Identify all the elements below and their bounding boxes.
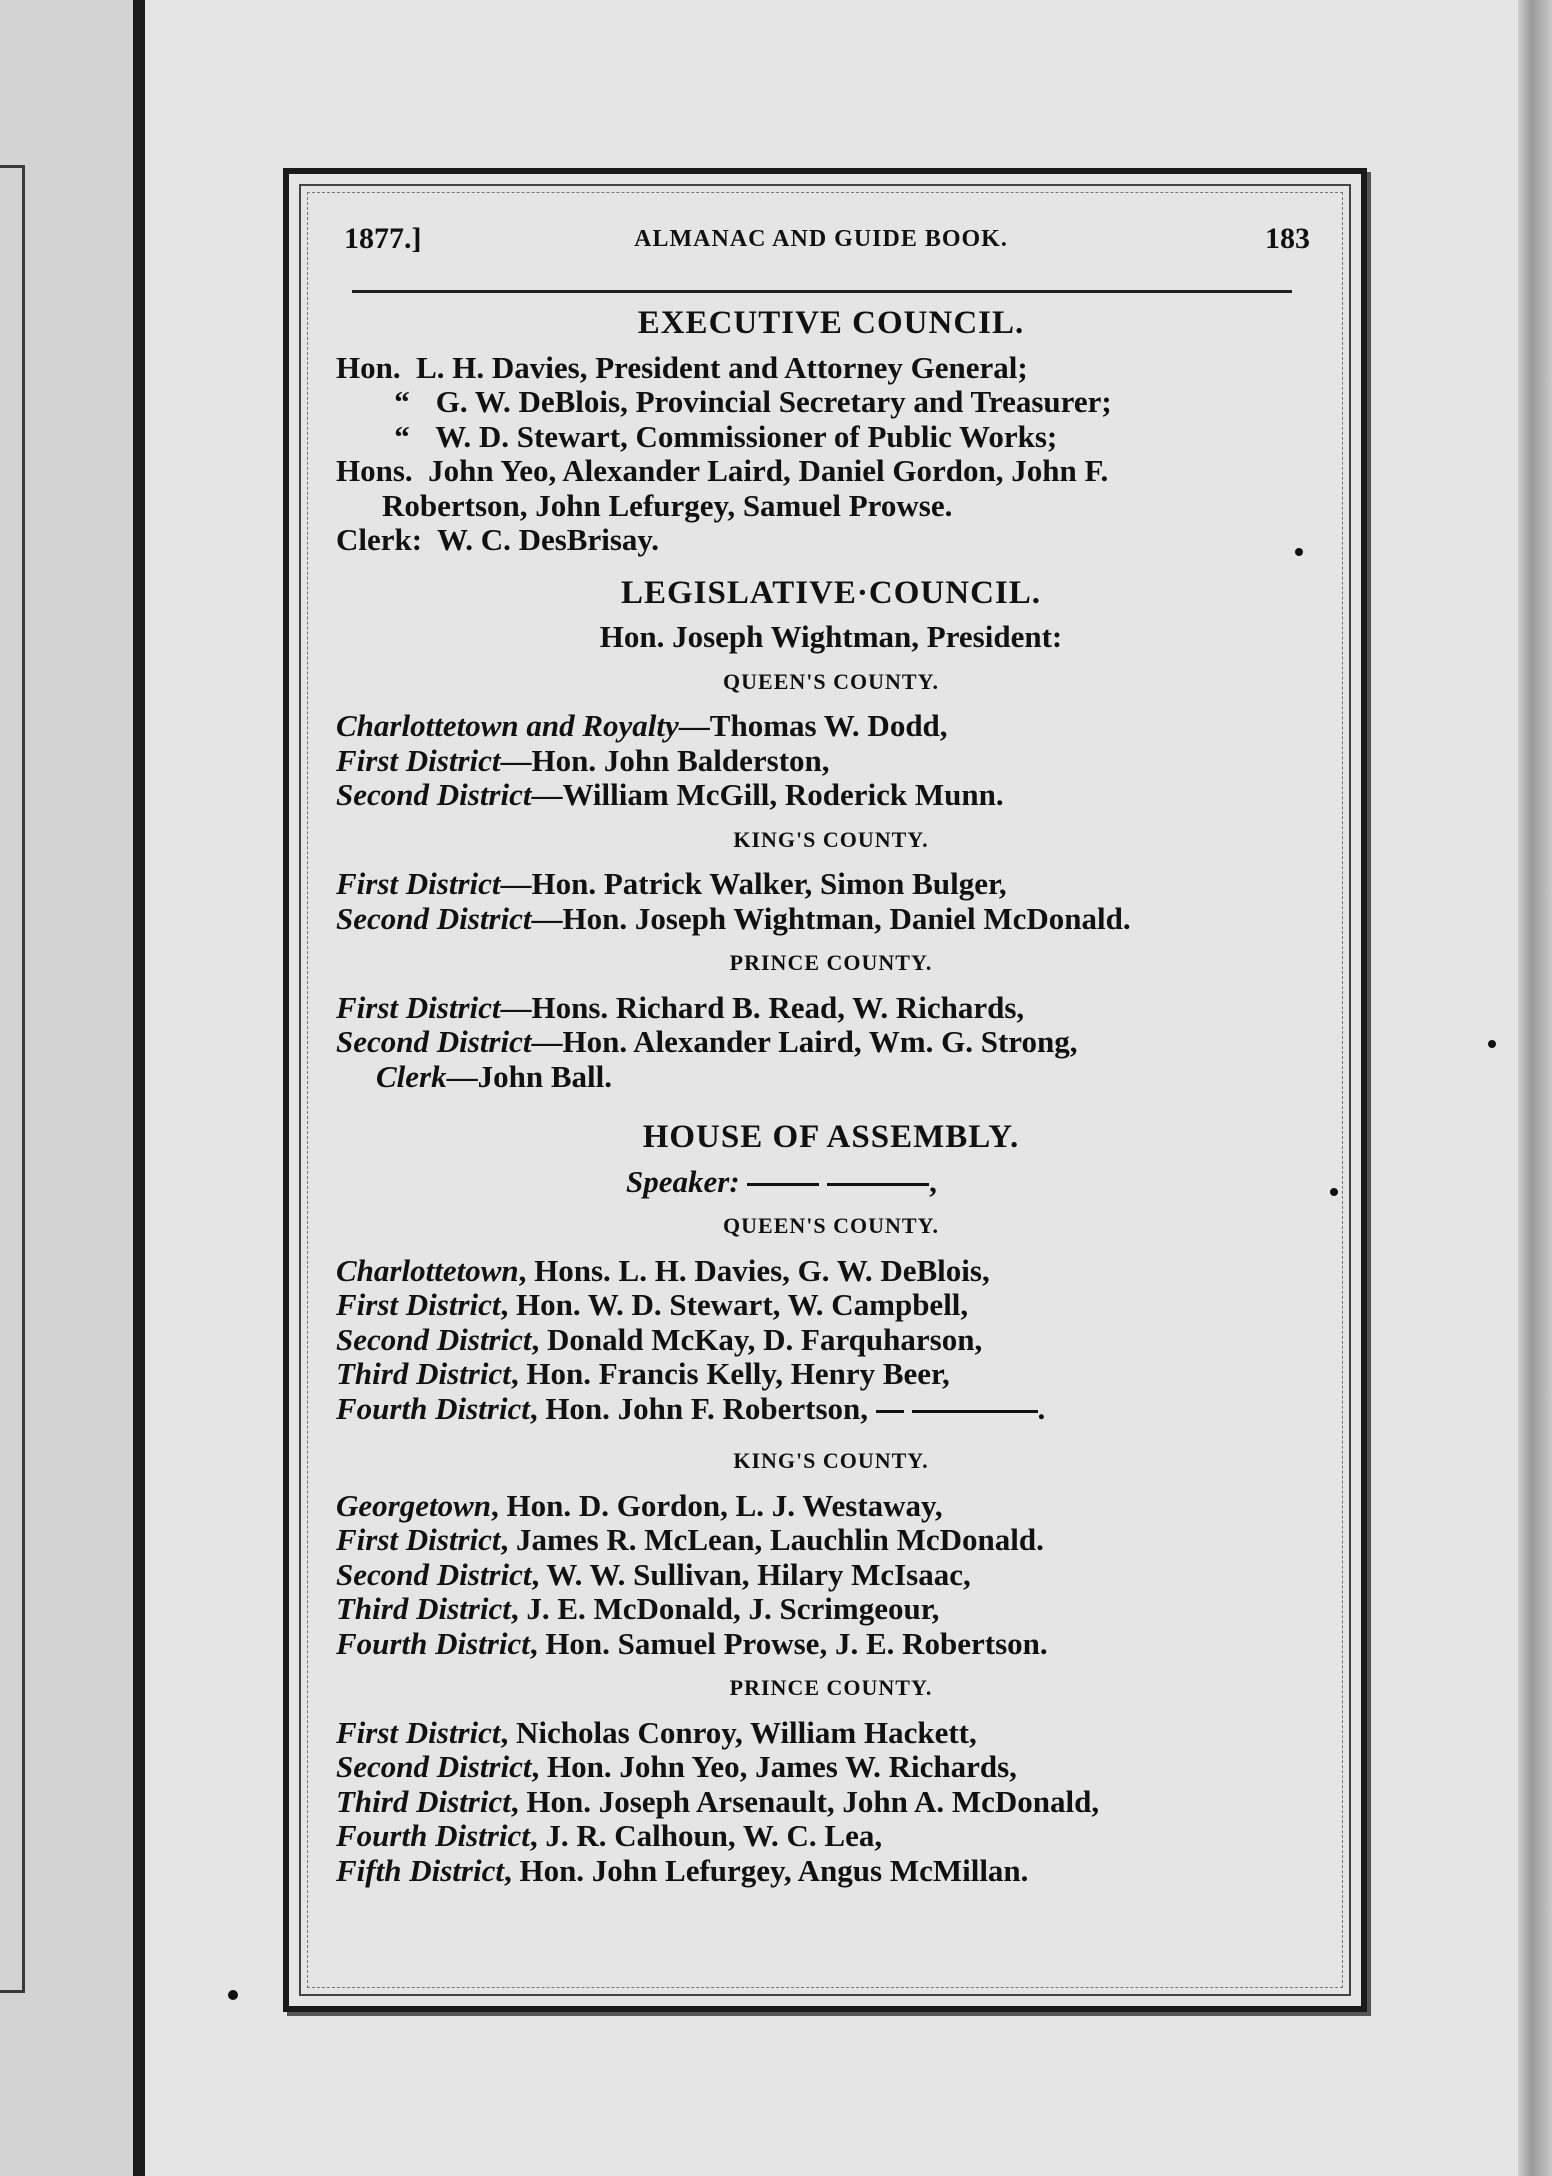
county-heading: QUEEN'S COUNTY.	[723, 668, 939, 694]
district-row	[336, 1716, 1326, 1751]
district-members: , W. W. Sullivan, Hilary McIsaac,	[531, 1556, 971, 1592]
district-members: —Hon. John Balderston,	[500, 742, 830, 778]
executive-council-heading: EXECUTIVE COUNCIL.	[637, 305, 1025, 341]
county-heading: PRINCE COUNTY.	[729, 1675, 933, 1700]
ditto-mark: “	[394, 418, 410, 454]
exec-text: G. W. DeBlois, Provincial Secretary and Treasurer;	[435, 384, 1112, 419]
district-members: , Hon. W. D. Stewart, W. Campbell,	[500, 1287, 969, 1322]
ditto-mark: “	[394, 384, 410, 419]
exec-line	[336, 523, 1326, 558]
district-name: Fourth District	[336, 1390, 530, 1426]
district-name: Third District	[336, 1356, 511, 1391]
district-row	[336, 1819, 1326, 1854]
district-name: Third District	[336, 1591, 511, 1626]
left-page-frame	[0, 165, 25, 1993]
district-name: First District	[336, 989, 501, 1025]
district-name: Second District	[336, 900, 532, 936]
stray-mark	[228, 1990, 238, 2000]
district-row	[336, 1357, 1326, 1392]
stray-mark	[1330, 1188, 1338, 1196]
district-name: Charlottetown	[336, 1252, 519, 1288]
county-heading: PRINCE COUNTY.	[729, 950, 933, 975]
exec-line	[336, 489, 1326, 524]
exec-text: Robertson, John Lefurgey, Samuel Prowse.	[382, 487, 953, 523]
legislative-council-heading: LEGISLATIVE·COUNCIL.	[620, 574, 1042, 611]
clerk-row	[336, 1060, 1326, 1095]
district-row	[336, 991, 1326, 1026]
county-heading: KING'S COUNTY.	[733, 826, 929, 852]
district-row	[336, 1025, 1326, 1060]
district-row	[336, 1750, 1326, 1785]
district-row	[336, 1627, 1326, 1662]
district-members: , Hon. John Yeo, James W. Richards,	[531, 1749, 1017, 1784]
page-header	[336, 200, 1310, 270]
district-row: Fourth District, Hon. John F. Robertson, .	[336, 1390, 1046, 1426]
exec-text: John Yeo, Alexander Laird, Daniel Gordon, John F.	[428, 453, 1109, 488]
county-heading: QUEEN'S COUNTY.	[723, 1213, 939, 1238]
district-members: , Nicholas Conroy, William Hackett,	[500, 1714, 977, 1750]
district-name: Fourth District	[336, 1818, 530, 1853]
exec-text: L. H. Davies, President and Attorney General;	[416, 349, 1028, 385]
county-heading: KING'S COUNTY.	[733, 1448, 929, 1473]
district-members: —Hon. Patrick Walker, Simon Bulger,	[500, 866, 1007, 901]
right-page-edge	[1518, 0, 1552, 2176]
stray-mark	[1488, 1040, 1496, 1048]
district-name: Second District	[336, 1749, 532, 1784]
district-name: Third District	[336, 1783, 511, 1819]
page-gutter	[133, 0, 145, 2176]
district-row	[336, 1592, 1326, 1627]
district-row	[336, 778, 1326, 813]
district-row	[336, 1254, 1326, 1289]
district-row	[336, 1785, 1326, 1820]
district-members: , Hons. L. H. Davies, G. W. DeBlois,	[518, 1252, 990, 1288]
district-name: First District	[336, 1287, 501, 1322]
blank-line	[747, 1183, 819, 1186]
exec-line	[336, 385, 1326, 420]
district-name: First District	[336, 1714, 501, 1750]
exec-line	[336, 351, 1326, 386]
district-members: , Hon. John F. Robertson,	[529, 1390, 869, 1426]
district-row	[336, 902, 1326, 937]
district-name: Fifth District	[336, 1852, 504, 1888]
district-members: , Hon. Joseph Arsenault, John A. McDonald,	[510, 1783, 1100, 1819]
district-row	[336, 1854, 1326, 1889]
district-name: First District	[336, 1522, 501, 1557]
district-row	[336, 1523, 1326, 1558]
district-members: , J. E. McDonald, J. Scrimgeour,	[510, 1591, 940, 1626]
district-members: —Hon. Joseph Wightman, Daniel McDonald.	[531, 900, 1131, 936]
district-members: , J. R. Calhoun, W. C. Lea,	[529, 1818, 883, 1853]
district-members: , Hon. John Lefurgey, Angus McMillan.	[503, 1852, 1029, 1888]
district-row	[336, 1558, 1326, 1593]
legislative-president: Hon. Joseph Wightman, President:	[599, 619, 1063, 654]
district-row	[336, 744, 1326, 779]
district-name: Fourth District	[336, 1625, 530, 1661]
clerk-name: —John Ball.	[446, 1058, 613, 1094]
speaker-label: Speaker:	[626, 1163, 740, 1199]
blank-line	[827, 1183, 929, 1186]
speaker-row: Speaker: ,	[626, 1163, 937, 1199]
header-rule	[352, 290, 1292, 293]
exec-text: W. D. Stewart, Commissioner of Public Works;	[435, 418, 1058, 454]
house-of-assembly-heading: HOUSE OF ASSEMBLY.	[642, 1119, 1020, 1155]
blank-line	[876, 1410, 904, 1413]
header-title: ALMANAC AND GUIDE BOOK.	[634, 226, 1008, 252]
district-row	[336, 1323, 1326, 1358]
left-page-edge	[0, 0, 140, 2176]
district-name: Second District	[336, 1321, 532, 1357]
exec-line	[336, 454, 1326, 489]
exec-prefix: Hon.	[336, 349, 401, 385]
district-members: , Hon. Samuel Prowse, J. E. Robertson.	[529, 1625, 1048, 1661]
district-name: First District	[336, 866, 501, 901]
district-name: Second District	[336, 1556, 532, 1592]
district-name: Second District	[336, 777, 532, 812]
district-name: Charlottetown and Royalty	[336, 708, 679, 743]
district-name: First District	[336, 742, 501, 778]
district-members: —Thomas W. Dodd,	[678, 708, 948, 743]
exec-line	[336, 420, 1326, 455]
district-row	[336, 709, 1326, 744]
district-row	[336, 1489, 1326, 1524]
district-name: Second District	[336, 1024, 532, 1059]
district-name: Georgetown	[336, 1487, 491, 1523]
exec-prefix: Clerk:	[336, 522, 423, 557]
district-members: , James R. McLean, Lauchlin McDonald.	[500, 1522, 1044, 1557]
page-body	[336, 306, 1326, 1888]
header-year: 1877.]	[344, 222, 422, 255]
district-members: —William McGill, Roderick Munn.	[531, 777, 1004, 812]
exec-text: W. C. DesBrisay.	[437, 522, 659, 557]
clerk-label: Clerk	[376, 1058, 447, 1094]
blank-line	[912, 1410, 1038, 1413]
district-members: , Hon. Francis Kelly, Henry Beer,	[510, 1356, 950, 1391]
district-row	[336, 867, 1326, 902]
district-members: , Hon. D. Gordon, L. J. Westaway,	[491, 1487, 943, 1523]
district-members: —Hon. Alexander Laird, Wm. G. Strong,	[531, 1024, 1078, 1059]
exec-prefix: Hons.	[336, 453, 413, 488]
district-members: —Hons. Richard B. Read, W. Richards,	[500, 989, 1025, 1025]
district-members: , Donald McKay, D. Farquharson,	[531, 1321, 983, 1357]
district-row	[336, 1288, 1326, 1323]
page-number: 183	[1265, 222, 1310, 255]
